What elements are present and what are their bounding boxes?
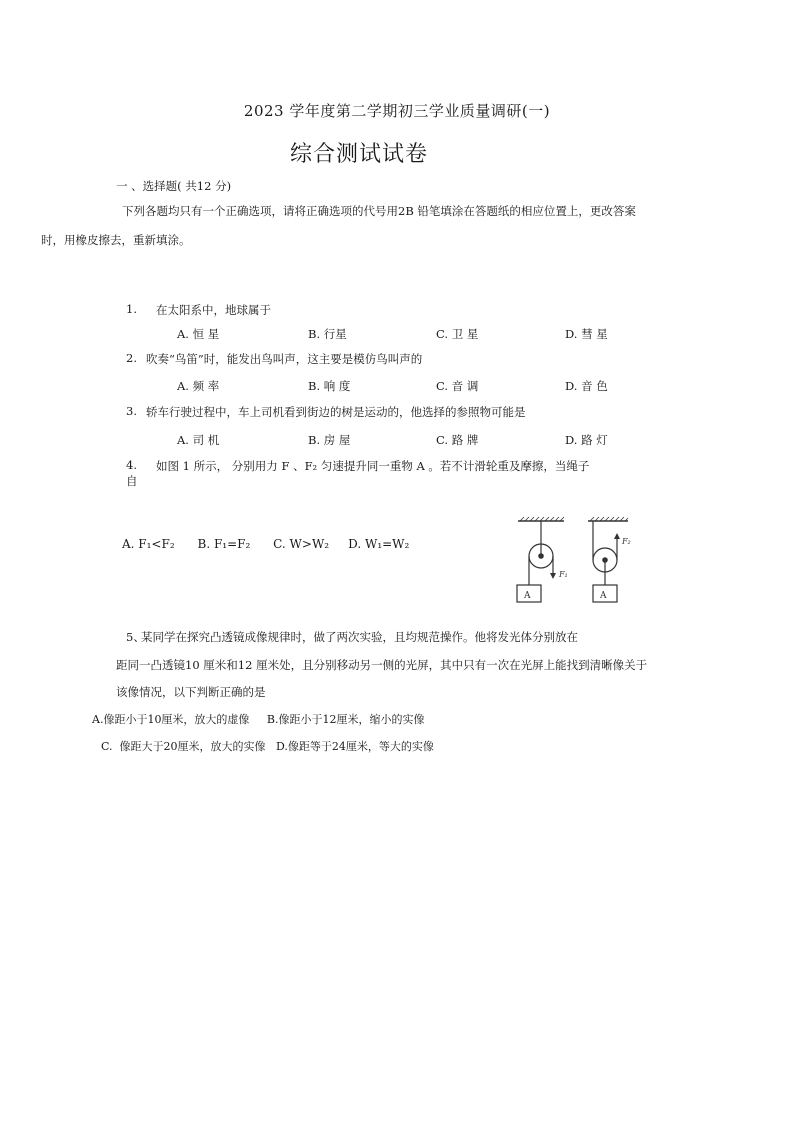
question-4-stem-continued: 自: [126, 474, 138, 488]
question-3-number: 3.: [126, 404, 137, 418]
question-5-stem-line-2: 距同一凸透镜10 厘米和12 厘米处，且分别移动另一侧的光屏，其中只有一次在光屏上能找到清晰像关于: [116, 658, 648, 672]
question-4-options: A. F₁<F₂ B. F₁=F₂ C. W>W₂ D. W₁=W₂: [122, 537, 410, 551]
question-3-option-d: D. 路 灯: [565, 433, 608, 447]
question-1-option-c: C. 卫 星: [436, 327, 479, 341]
question-1-option-b: B. 行星: [308, 327, 347, 341]
section-heading: 一 、选择题( 共12 分): [116, 179, 232, 193]
question-5-stem-line-1: 某同学在探究凸透镜成像规律时，做了两次实验，且均规范操作。他将发光体分别放在: [141, 630, 578, 644]
question-2-option-a: A. 频 率: [177, 379, 220, 393]
pulley-figure: [510, 515, 650, 610]
question-5-number: 5、: [126, 630, 145, 644]
question-3-stem: 轿车行驶过程中，车上司机看到街边的树是运动的，他选择的参照物可能是: [146, 405, 526, 419]
question-4-stem: 如图 1 所示， 分别用力 F 、F₂ 匀速提升同一重物 A 。若不计滑轮重及摩擦，当绳子: [156, 459, 590, 473]
question-5-options-line-2: C. 像距大于20厘米，放大的实像 D.像距等于24厘米，等大的实像: [101, 740, 434, 753]
question-2-option-b: B. 响 度: [308, 379, 351, 393]
question-1-option-d: D. 彗 星: [565, 327, 608, 341]
question-3-option-b: B. 房 屋: [308, 433, 351, 447]
question-2-option-c: C. 音 调: [436, 379, 479, 393]
label-f1: F₁: [559, 570, 568, 579]
question-5-options-line-1: A.像距小于10厘米，放大的虚像 B.像距小于12厘米，缩小的实像: [92, 713, 425, 726]
instruction-line-2: 时，用橡皮擦去，重新填涂。: [41, 233, 191, 247]
question-1-stem: 在太阳系中，地球属于: [156, 303, 271, 317]
movable-pulley-diagram: [588, 517, 628, 602]
block-a-left: A: [524, 591, 531, 601]
question-2-stem: 吹奏“鸟笛”时，能发出鸟叫声，这主要是模仿鸟叫声的: [146, 352, 423, 366]
question-3-option-c: C. 路 牌: [436, 433, 479, 447]
question-2-number: 2.: [126, 351, 137, 365]
fixed-pulley-diagram: [517, 517, 564, 602]
question-1-number: 1.: [126, 302, 137, 316]
question-2-option-d: D. 音 色: [565, 379, 608, 393]
question-3-option-a: A. 司 机: [177, 433, 220, 447]
instruction-line-1: 下列各题均只有一个正确选项，请将正确选项的代号用2B 铅笔填涂在答题纸的相应位置上，更改答案: [122, 204, 636, 218]
question-4-number: 4.: [126, 458, 137, 472]
block-a-right: A: [600, 591, 607, 601]
question-5-stem-line-3: 该像情况，以下判断正确的是: [116, 685, 266, 699]
label-f2: F₂: [622, 537, 631, 546]
exam-subtitle: 综合测试试卷: [290, 142, 429, 167]
exam-title: 2023 学年度第二学期初三学业质量调研(一): [243, 102, 551, 120]
question-1-option-a: A. 恒 星: [177, 327, 220, 341]
